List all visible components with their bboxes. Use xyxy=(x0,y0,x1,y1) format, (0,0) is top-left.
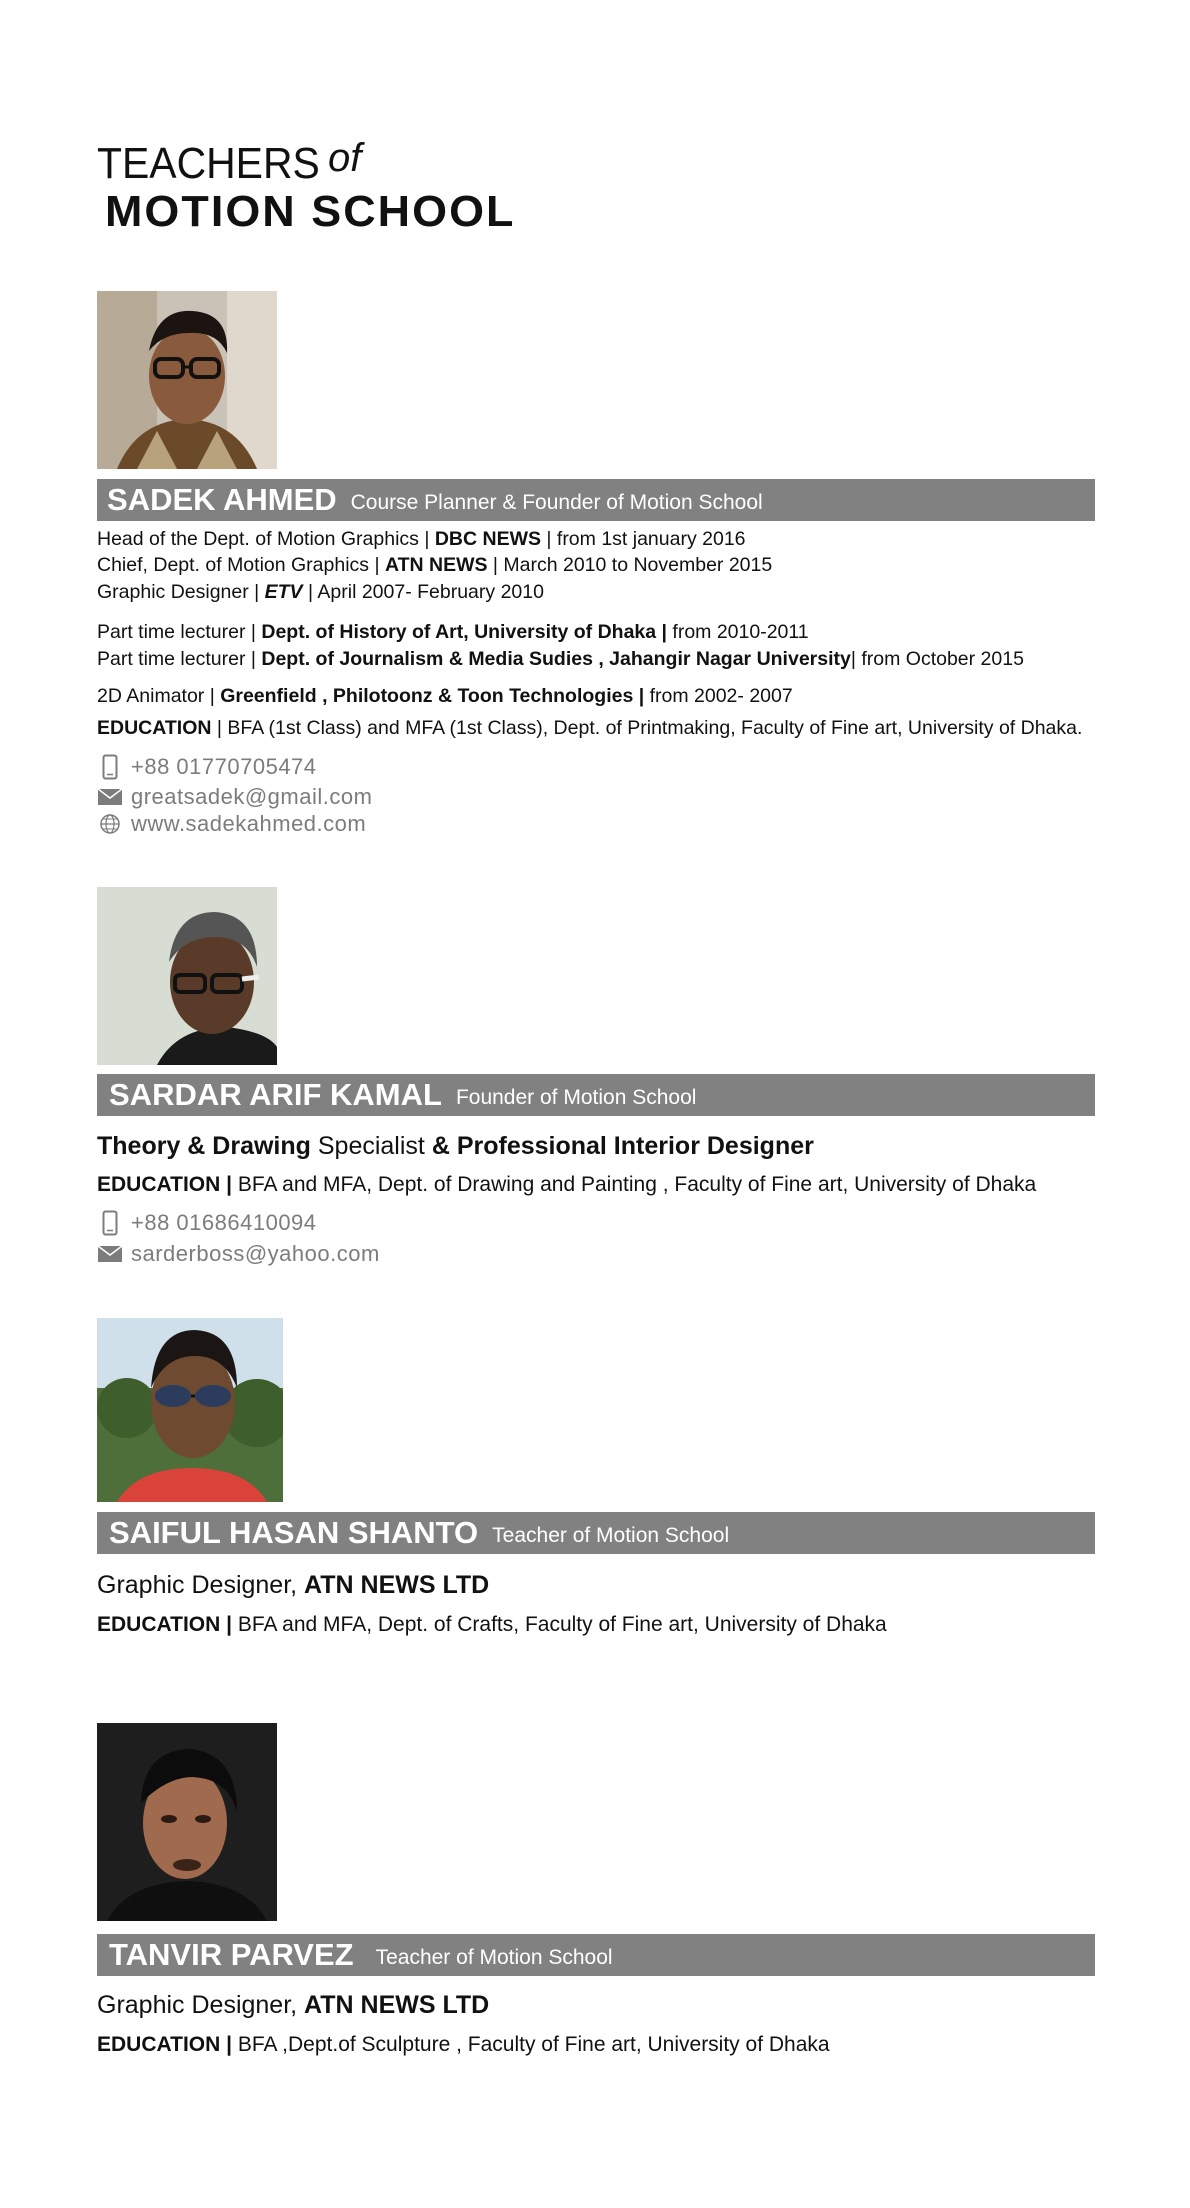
namebar-sadek-ahmed xyxy=(97,479,1095,521)
teacher-photo-saiful-hasan-shanto xyxy=(97,1318,283,1502)
web-contact[interactable] xyxy=(97,811,366,837)
heading-of: of xyxy=(328,136,362,180)
namebar-saiful-hasan-shanto xyxy=(97,1512,1095,1554)
email-address[interactable]: sarderboss@yahoo.com xyxy=(131,1241,380,1266)
education-line: EDUCATION | BFA ,Dept.of Sculpture , Faculty of Fine art, University of Dhaka xyxy=(97,2033,830,2056)
teacher-role: Founder of Motion School xyxy=(455,1086,697,1109)
phone-contact xyxy=(97,1210,317,1236)
teacher-name: SAIFUL HASAN SHANTO xyxy=(109,1515,479,1550)
phone-number: +88 01770705474 xyxy=(131,754,317,779)
teacher-photo-sardar-arif-kamal xyxy=(97,887,277,1065)
website-url[interactable]: www.sadekahmed.com xyxy=(131,811,367,836)
phone-number: +88 01686410094 xyxy=(131,1210,317,1235)
specialty-line: Theory & Drawing Specialist & Professional Interior Designer xyxy=(97,1132,814,1160)
namebar-sardar-arif-kamal xyxy=(97,1074,1095,1116)
mail-icon xyxy=(97,1241,123,1267)
mail-icon xyxy=(97,784,123,810)
teacher-role: Teacher of Motion School xyxy=(492,1524,730,1547)
career-line: 2D Animator | Greenfield , Philotoonz & Toon Technologies | from 2002- 2007 xyxy=(97,685,793,707)
phone-icon xyxy=(97,754,123,780)
education-line: EDUCATION | BFA and MFA, Dept. of Drawing and Painting , Faculty of Fine art, University of Dhaka xyxy=(97,1173,1037,1196)
teacher-role: Teacher of Motion School xyxy=(375,1946,613,1969)
email-contact[interactable] xyxy=(97,784,372,810)
email-contact[interactable] xyxy=(97,1241,380,1267)
education-line: EDUCATION | BFA and MFA, Dept. of Crafts, Faculty of Fine art, University of Dhaka xyxy=(97,1613,887,1636)
phone-icon xyxy=(97,1210,123,1236)
teacher-name: SADEK AHMED xyxy=(107,482,337,517)
namebar-tanvir-parvez xyxy=(97,1934,1095,1976)
career-line: Chief, Dept. of Motion Graphics | ATN NEWS | March 2010 to November 2015 xyxy=(97,554,773,576)
career-line: Head of the Dept. of Motion Graphics | DBC NEWS | from 1st january 2016 xyxy=(97,528,746,550)
career-line: Graphic Designer | ETV | April 2007- February 2010 xyxy=(97,581,544,603)
teacher-name: TANVIR PARVEZ xyxy=(109,1937,354,1972)
globe-icon xyxy=(97,811,123,837)
teacher-photo-tanvir-parvez xyxy=(97,1723,277,1921)
phone-contact xyxy=(97,754,317,780)
heading-teachers: TEACHERS xyxy=(97,139,320,188)
education-line: EDUCATION | BFA (1st Class) and MFA (1st Class), Dept. of Printmaking, Faculty of Fine art, University of Dhaka. xyxy=(97,717,1083,739)
heading-motion-school: MOTION SCHOOL xyxy=(105,187,516,236)
career-line: Part time lecturer | Dept. of History of Art, University of Dhaka | from 2010-2011 xyxy=(97,621,809,643)
email-address[interactable]: greatsadek@gmail.com xyxy=(131,784,373,809)
teacher-role: Course Planner & Founder of Motion School xyxy=(350,491,763,514)
job-line: Graphic Designer, ATN NEWS LTD xyxy=(97,1991,490,2019)
teacher-photo-sadek-ahmed xyxy=(97,291,277,469)
career-line: Part time lecturer | Dept. of Journalism & Media Sudies , Jahangir Nagar University| from October 2015 xyxy=(97,648,1024,670)
job-line: Graphic Designer, ATN NEWS LTD xyxy=(97,1571,490,1599)
teacher-name: SARDAR ARIF KAMAL xyxy=(109,1077,442,1112)
